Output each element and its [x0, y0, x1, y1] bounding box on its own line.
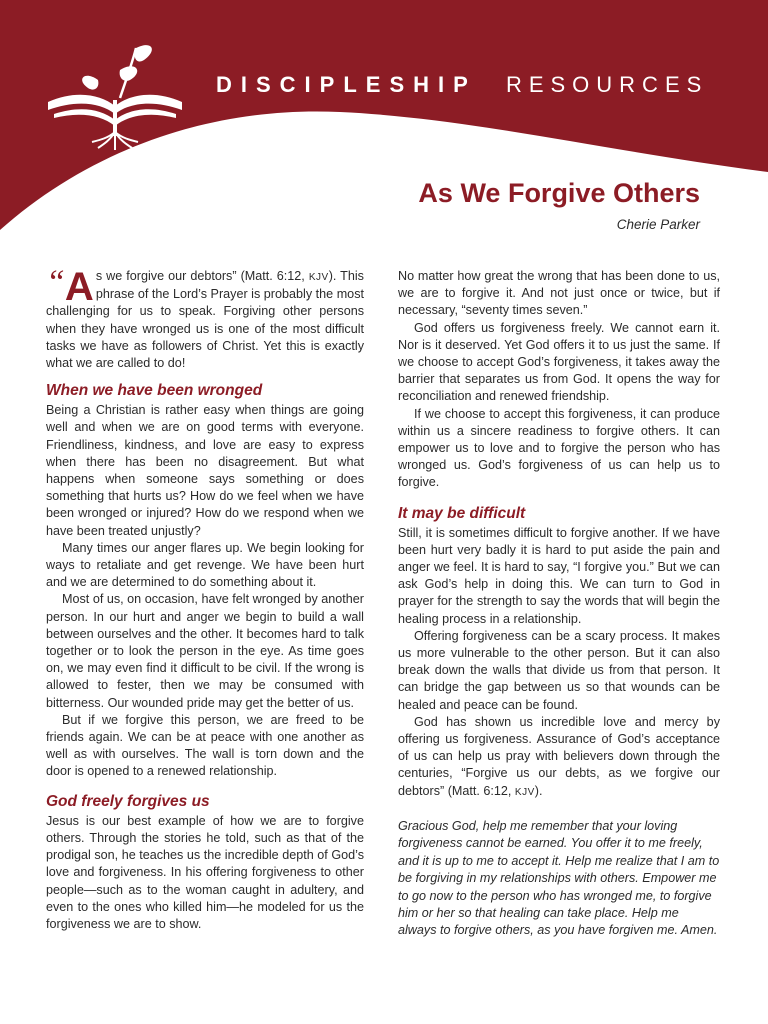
registered-mark: ®: [160, 135, 167, 145]
kjv-abbrev: KJV: [308, 272, 329, 283]
left-column: [46, 264, 364, 933]
brand-name: [216, 72, 708, 98]
intro-text-b: ). This phrase of the Lord’s Prayer is probably the most challenging for us to speak. Forgiving other persons when they have wronged us is one of the most difficult tasks we have as followers of Christ. Yet this is exactly what we are called to do!: [46, 269, 364, 371]
paragraph: No matter how great the wrong that has been done to us, we are to forgive it. And not just once or twice, but if necessary, “seventy times seven.”: [398, 269, 720, 318]
paragraph: If we choose to accept this forgiveness, it can produce within us a sincere readiness to forgive others. It can empower us to love and to forgive the person who has wronged us. God’s forgiveness of us can help us to forgive.: [398, 406, 720, 490]
paragraph: Still, it is sometimes difficult to forgive another. If we have been hurt very badly it is hard to put aside the pain and anger we feel. It is hard to say, “I forgive you.” But we can ask God’s help in doing this. We can turn to God in prayer for the strength to say the words that will begin the healing process in a relationship.: [398, 525, 720, 626]
paragraph: [398, 714, 720, 801]
page-title: As We Forgive Others: [418, 178, 700, 208]
intro-text-a: s we forgive our debtors” (Matt. 6:12,: [95, 269, 309, 283]
section-heading-difficult: It may be difficult: [398, 504, 526, 522]
intro-paragraph: [46, 264, 364, 372]
brand-light: RESOURCES: [505, 72, 709, 97]
paragraph: Jesus is our best example of how we are to forgive others. Through the stories he told, such as that of the prodigal son, he teaches us the incredible depth of God’s love and forgiveness. In his offering forgiveness to other people—such as to the woman caught in adultery, and even to the ones who killed him—he modeled for us the forgiveness we are to show.: [46, 813, 364, 931]
paragraph: God offers us forgiveness freely. We cannot earn it. Nor is it deserved. Yet God offers it to us just the same. If we choose to accept God’s forgiveness, it takes away the barrier that separates us from God. It opens the way for reconciliation and renewed friendship.: [398, 320, 720, 404]
paragraph: Many times our anger flares up. We begin looking for ways to retaliate and get revenge. We have been hurt and we are determined to do something about it.: [46, 540, 364, 590]
closing-prayer: Gracious God, help me remember that your loving forgiveness cannot be earned. You offer it to me freely, and it is up to me to accept it. Help me realize that I am to be forgiving in my relationships with others. Empower me to go now to the person who has wronged me, to forgive him or her so that healing can take place. Help me always to forgive others, as you have forgiven me. Amen.: [398, 818, 720, 938]
tree-book-logo-icon: [40, 40, 190, 155]
author-name: Cherie Parker: [616, 217, 700, 232]
opening-quote-mark: “: [46, 264, 65, 301]
paragraph: Most of us, on occasion, have felt wronged by another person. In our hurt and anger we begin to build a wall between ourselves and the other. It becomes hard to talk together or to look the person in the eye. As time goes on, we may even find it difficult to be civil. If the wrong is allowed to fester, then we may be consumed with bitterness. Our wounded pride may get the better of us.: [46, 592, 364, 710]
right-column: [398, 268, 720, 940]
section-heading-god-forgives: God freely forgives us: [46, 792, 210, 810]
drop-cap: A: [64, 265, 94, 309]
paragraph: But if we forgive this person, we are freed to be friends again. We can be at peace with one another as well as with ourselves. The wall is torn down and the door is opened to a renewed relationship.: [46, 712, 364, 779]
paragraph-text-b: ).: [534, 783, 543, 798]
paragraph: Being a Christian is rather easy when things are going well and when we are on good terms with everyone. Friendliness, kindness, and love are easy to express when there has been no disagreement. But what happens when someone says something or does something that hurts us? How do we feel when we have been wronged or injured? How do we respond when we have been treated unjustly?: [46, 403, 364, 538]
brand-bold: DISCIPLESHIP: [216, 72, 477, 97]
kjv-abbrev: KJV: [514, 786, 535, 798]
paragraph-text-a: God has shown us incredible love and mercy by offering us forgiveness. Assurance of God’s acceptance of us can help us pray with believers down through the centuries, “Forgive us our debts, as we forgive our debtors” (Matt. 6:12,: [398, 714, 720, 798]
section-heading-wronged: When we have been wronged: [46, 382, 263, 400]
paragraph: Offering forgiveness can be a scary process. It makes us more vulnerable to the other person. But it can also break down the walls that divide us from that person. It can bridge the gap between us so that wounds can be healed and peace can be found.: [398, 628, 720, 712]
